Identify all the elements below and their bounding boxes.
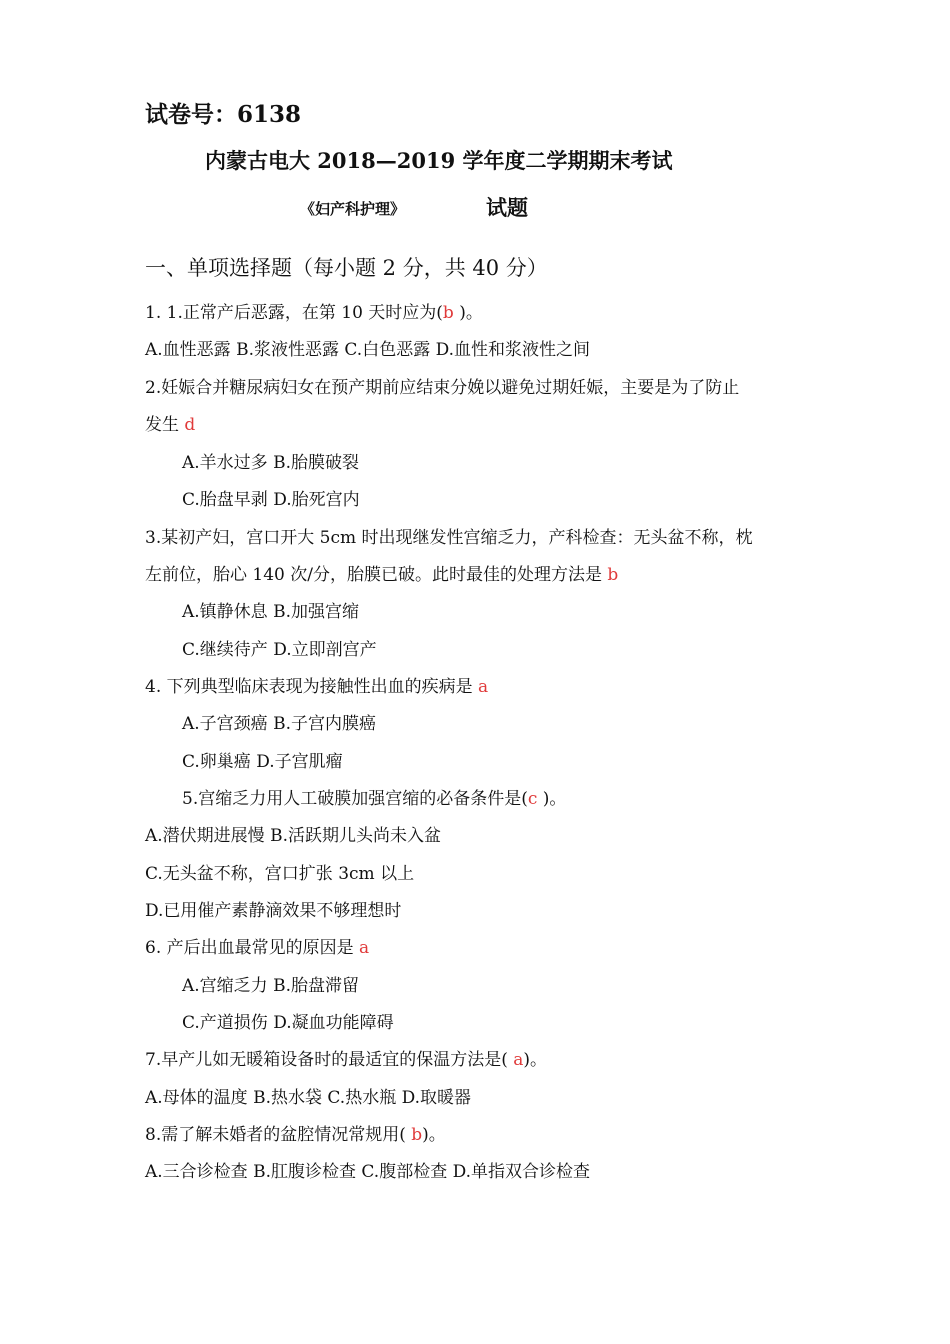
- line-text: A.母体的温度 B.热水袋 C.热水瓶 D.取暖器: [145, 1088, 472, 1108]
- line-suffix: )。: [422, 1125, 446, 1145]
- line-text: 3.某初产妇，宫口开大 5cm 时出现继发性宫缩乏力，产科检查：无头盆不称，枕: [145, 528, 753, 548]
- text-line: [145, 523, 752, 548]
- line-text: C.卵巢癌 D.子宫肌瘤: [182, 752, 343, 772]
- line-text: 8.需了解未婚者的盆腔情况常规用(: [145, 1125, 412, 1145]
- line-text: 7.早产儿如无暖箱设备时的最适宜的保温方法是(: [145, 1050, 514, 1070]
- line-text: C.胎盘早剥 D.胎死宫内: [182, 490, 360, 510]
- line-text: 1. 1.正常产后恶露，在第 10 天时应为(: [145, 303, 443, 323]
- line-text: 4. 下列典型临床表现为接触性出血的疾病是: [145, 677, 479, 697]
- text-line: [145, 1120, 446, 1145]
- answer-mark: b: [442, 303, 454, 323]
- answer-mark: c: [527, 789, 538, 809]
- line-text: 发生: [145, 415, 185, 435]
- text-line: [145, 335, 590, 360]
- text-line: [182, 448, 359, 473]
- answer-mark: b: [411, 1125, 423, 1145]
- text-line: [145, 859, 414, 884]
- answer-mark: a: [359, 938, 370, 958]
- line-text: C.继续待产 D.立即剖宫产: [182, 640, 377, 660]
- text-line: [182, 1008, 394, 1033]
- text-line: [145, 896, 401, 921]
- text-line: [145, 1157, 590, 1182]
- text-line: [182, 597, 359, 622]
- text-line: [182, 485, 360, 510]
- line-text: A.三合诊检查 B.肛腹诊检查 C.腹部检查 D.单指双合诊检查: [145, 1162, 591, 1182]
- line-text: A.镇静休息 B.加强宫缩: [182, 602, 359, 622]
- text-line: [182, 635, 377, 660]
- text-line: [145, 1083, 471, 1108]
- text-line: [145, 560, 618, 585]
- line-text: A.羊水过多 B.胎膜破裂: [182, 453, 359, 473]
- line-text: C.产道损伤 D.凝血功能障碍: [182, 1013, 394, 1033]
- line-text: A.血性恶露 B.浆液性恶露 C.白色恶露 D.血性和浆液性之间: [145, 340, 591, 360]
- exam-title: 内蒙古电大 2018—2019 学年度二学期期末考试: [205, 148, 673, 173]
- text-line: [145, 672, 488, 697]
- text-line: [145, 1045, 547, 1070]
- line-text: D.已用催产素静滴效果不够理想时: [145, 901, 402, 921]
- line-text: 5.宫缩乏力用人工破膜加强宫缩的必备条件是(: [182, 789, 528, 809]
- line-text: 2.妊娠合并糖尿病妇女在预产期前应结束分娩以避免过期妊娠，主要是为了防止: [145, 378, 740, 398]
- text-line: [145, 933, 369, 958]
- answer-mark: a: [478, 677, 489, 697]
- text-line: [182, 784, 566, 809]
- answer-mark: a: [513, 1050, 524, 1070]
- line-suffix: )。: [537, 789, 567, 809]
- exam-subtitle: 试题: [486, 195, 528, 220]
- line-text: 6. 产后出血最常见的原因是: [145, 938, 360, 958]
- line-text: A.宫缩乏力 B.胎盘滞留: [182, 976, 359, 996]
- text-line: [182, 971, 359, 996]
- text-line: [182, 709, 376, 734]
- line-suffix: )。: [453, 303, 483, 323]
- text-line: [145, 298, 483, 323]
- line-suffix: )。: [523, 1050, 548, 1070]
- line-text: C.无头盆不称，宫口扩张 3cm 以上: [145, 864, 415, 884]
- text-line: [182, 747, 343, 772]
- text-line: [145, 410, 195, 435]
- line-text: 左前位，胎心 140 次/分，胎膜已破。此时最佳的处理方法是: [145, 565, 608, 585]
- line-text: A.子宫颈癌 B.子宫内膜癌: [182, 714, 376, 734]
- answer-mark: b: [607, 565, 619, 585]
- text-line: [145, 373, 739, 398]
- course-name: 《妇产科护理》: [300, 200, 406, 218]
- section-heading: 一、单项选择题（每小题 2 分，共 40 分）: [145, 256, 548, 280]
- paper-number: 试卷号：6138: [145, 101, 302, 128]
- answer-mark: d: [184, 415, 196, 435]
- text-line: [145, 821, 441, 846]
- line-text: A.潜伏期进展慢 B.活跃期儿头尚未入盆: [145, 826, 441, 846]
